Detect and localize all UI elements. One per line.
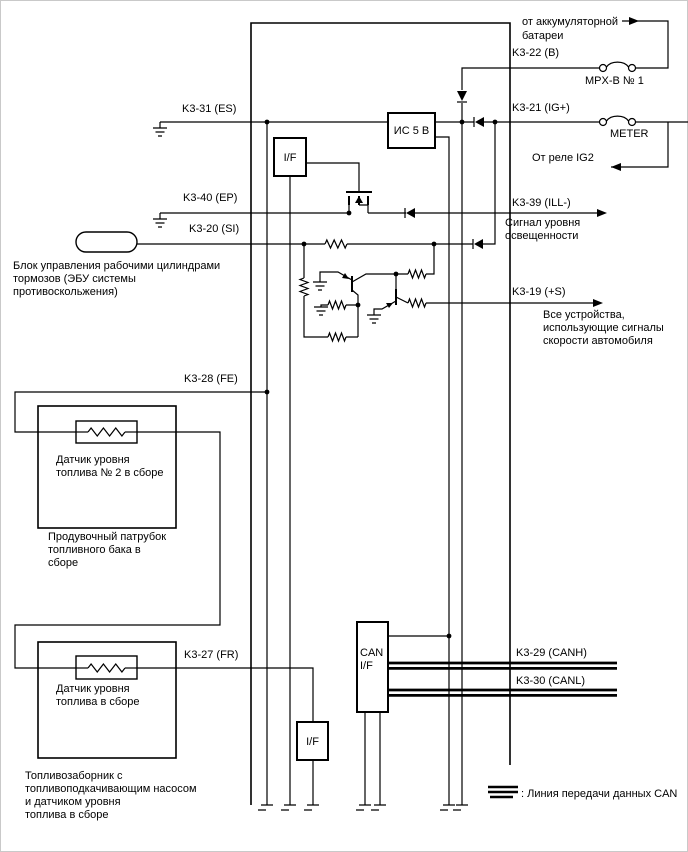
pin-label-ep: K3-40 (EP) [183, 192, 238, 204]
fuel1-label-1: Датчик уровня [56, 683, 130, 695]
pin-label-es: K3-31 (ES) [182, 103, 237, 115]
can-if-label-2: I/F [360, 660, 373, 672]
abs-block-label-2: тормозов (ЭБУ системы [13, 273, 136, 285]
if2-label: I/F [306, 736, 319, 748]
battery-label-2: батареи [522, 30, 564, 42]
can-legend-label: : Линия передачи данных CAN [521, 788, 678, 800]
abs-connector-pill [76, 232, 137, 252]
fuse-label-mpx: MPX-B № 1 [585, 75, 644, 87]
abs-block-label-1: Блок управления рабочими цилиндрами [13, 260, 221, 272]
fuel2-sub-label-1: Продувочный патрубок [48, 531, 167, 543]
s-dest-1: Все устройства, [543, 309, 625, 321]
fuel1-label-2: топлива в сборе [56, 696, 140, 708]
fuel1-sub-label-3: и датчиком уровня [25, 796, 121, 808]
can-if-label-1: CAN [360, 647, 384, 659]
fuel2-sub-label-3: сборе [48, 557, 79, 569]
ig2-relay-label: От реле IG2 [532, 152, 594, 164]
fuel1-sub-label-1: Топливозаборник с [25, 770, 123, 782]
fuel2-sub-label-2: топливного бака в [48, 544, 141, 556]
if1-label: I/F [283, 152, 297, 164]
ill-dest-1: Сигнал уровня [505, 217, 581, 229]
pin-label-fe: K3-28 (FE) [184, 373, 238, 385]
ill-dest-2: освещенности [505, 230, 579, 242]
s-dest-3: скорости автомобиля [543, 335, 653, 347]
pin-label-ill: K3-39 (ILL-) [512, 197, 571, 209]
fuel2-label-2: топлива № 2 в сборе [56, 467, 164, 479]
abs-block-label-3: противоскольжения) [13, 286, 118, 298]
s-dest-2: использующие сигналы [543, 322, 664, 334]
fuel1-sub-label-2: топливоподкачивающим насосом [25, 783, 197, 795]
pin-label-si: K3-20 (SI) [189, 223, 240, 235]
pin-label-b: K3-22 (B) [512, 47, 560, 59]
fuse-label-meter: METER [610, 128, 649, 140]
pin-label-s: K3-19 (+S) [512, 286, 566, 298]
fuel2-label-1: Датчик уровня [56, 454, 130, 466]
pin-label-canh: K3-29 (CANH) [516, 647, 587, 659]
pin-label-fr: K3-27 (FR) [184, 649, 239, 661]
battery-label-1: от аккумуляторной [522, 16, 619, 28]
fuel1-sub-label-4: топлива в сборе [25, 809, 109, 821]
pin-label-canl: K3-30 (CANL) [516, 675, 586, 687]
pin-label-ig: K3-21 (IG+) [512, 102, 570, 114]
ic5v-label: ИС 5 В [393, 125, 430, 137]
